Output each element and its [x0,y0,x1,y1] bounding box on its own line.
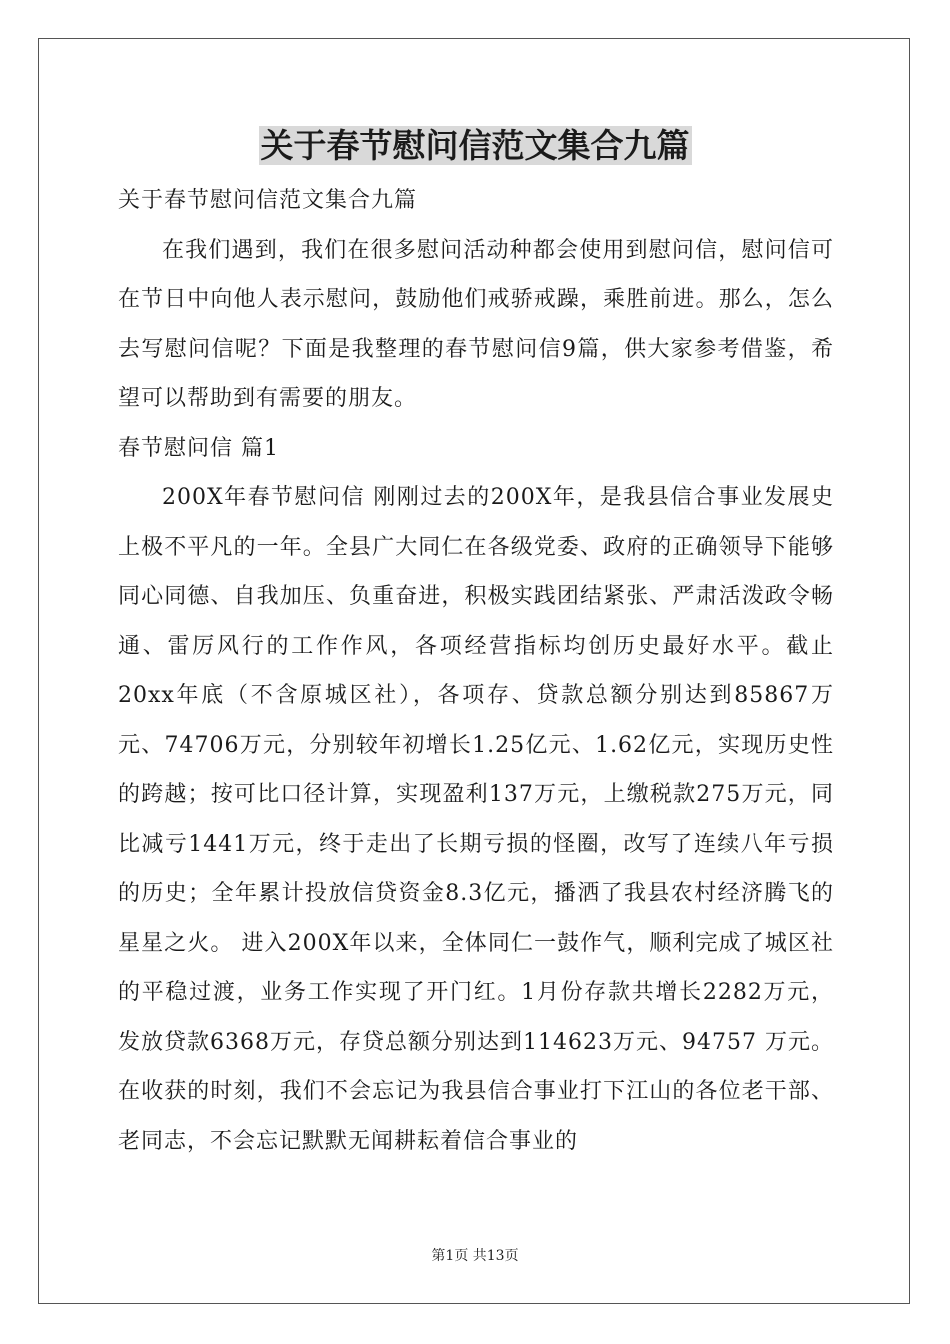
document-title-text: 关于春节慰问信范文集合九篇 [260,126,690,165]
section-heading: 春节慰问信 篇1 [118,435,279,461]
document-body [118,176,834,1166]
document-subtitle: 关于春节慰问信范文集合九篇 [118,188,418,213]
section-paragraph: 200X年春节慰问信 刚刚过去的200X年，是我县信合事业发展史上极不平凡的一年。全县广大同仁在各级党委、政府的正确领导下能够同心同德、自我加压、负重奋进，积极实践团结紧张、严肃活泼政令畅通、雷厉风行的工作作风，各项经营指标均创历史最好水平。截止20xx年底（不含原城区社），各项存、贷款总额分别达到85867万元、74706万元，分别较年初增长1.25亿元、1.62亿元，实现历史性的跨越；按可比口径计算，实现盈利137万元，上缴税款275万元，同比减亏1441万元，终于走出了长期亏损的怪圈，改写了连续八年亏损的历史；全年累计投放信贷资金8.3亿元，播洒了我县农村经济腾飞的星星之火。 进入200X年以来，全体同仁一鼓作气，顺利完成了城区社的平稳过渡，业务工作实现了开门红。1月份存款共增长2282万元，发放贷款6368万元，存贷总额分别达到114623万元、94757 万元。在收获的时刻，我们不会忘记为我县信合事业打下江山的各位老干部、老同志，不会忘记默默无闻耕耘着信合事业的 [118,485,834,1154]
document-title [0,120,950,172]
page-indicator: 第1页 共13页 [431,1248,519,1264]
intro-paragraph: 在我们遇到，我们在很多慰问活动种都会使用到慰问信，慰问信可在节日中向他人表示慰问，鼓励他们戒骄戒躁，乘胜前进。那么，怎么去写慰问信呢？下面是我整理的春节慰问信9篇，供大家参考借鉴，希望可以帮助到有需要的朋友。 [118,237,834,411]
